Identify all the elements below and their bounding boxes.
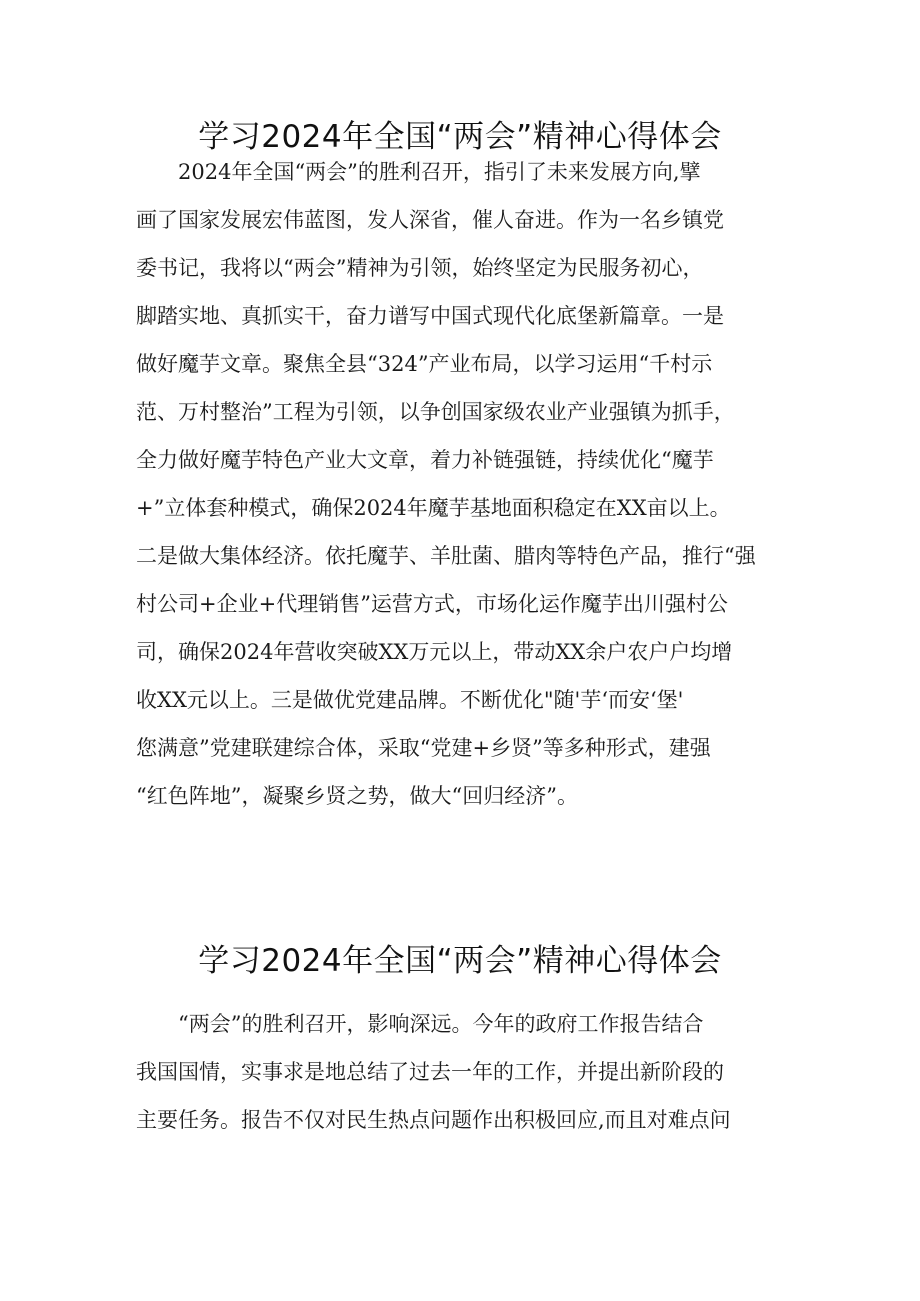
body-line: 您满意”党建联建综合体，采取“党建+乡贤”等多种形式，建强 xyxy=(136,736,711,760)
article-body-2 xyxy=(136,1000,794,1144)
body-line: +”立体套种模式，确保2024年魔芋基地面积稳定在XX亩以上。 xyxy=(136,496,731,520)
body-line: 主要任务。报告不仅对民生热点问题作出积极回应,而且对难点问 xyxy=(136,1108,731,1132)
body-line: 全力做好魔芋特色产业大文章，着力补链强链，持续优化“魔芋 xyxy=(136,448,714,472)
body-line: 范、万村整治”工程为引领，以争创国家级农业产业强镇为抓手， xyxy=(136,400,735,424)
body-line: 画了国家发展宏伟蓝图，发人深省，催人奋进。作为一名乡镇党 xyxy=(136,208,724,232)
body-line: “红色阵地”，凝聚乡贤之势，做大“回归经济”。 xyxy=(136,784,578,808)
article-title-1: 学习2024年全国“两会”精神心得体会 xyxy=(198,119,722,155)
body-line: 二是做大集体经济。依托魔芋、羊肚菌、腊肉等特色产品，推行“强 xyxy=(136,544,756,568)
article-body-1 xyxy=(136,148,794,820)
article-title-2: 学习2024年全国“两会”精神心得体会 xyxy=(198,943,722,979)
body-line: 做好魔芋文章。聚焦全县“324”产业布局，以学习运用“千村示 xyxy=(136,352,713,376)
body-line: 司，确保2024年营收突破XX万元以上，带动XX余户农户户均增 xyxy=(136,640,733,664)
body-line: 2024年全国“两会”的胜利召开，指引了未来发展方向,擘 xyxy=(136,160,701,184)
body-line: 收XX元以上。三是做优党建品牌。不断优化"随'芋‘而安‘堡' xyxy=(136,688,684,712)
body-line: 村公司+企业+代理销售”运营方式，市场化运作魔芋出川强村公 xyxy=(136,592,728,616)
body-line: 我国国情，实事求是地总结了过去一年的工作，并提出新阶段的 xyxy=(136,1060,724,1084)
body-line: 脚踏实地、真抓实干，奋力谱写中国式现代化底堡新篇章。一是 xyxy=(136,304,724,328)
body-line: “两会”的胜利召开，影响深远。今年的政府工作报告结合 xyxy=(136,1012,704,1036)
body-line: 委书记，我将以“两会”精神为引领，始终坚定为民服务初心， xyxy=(136,256,704,280)
